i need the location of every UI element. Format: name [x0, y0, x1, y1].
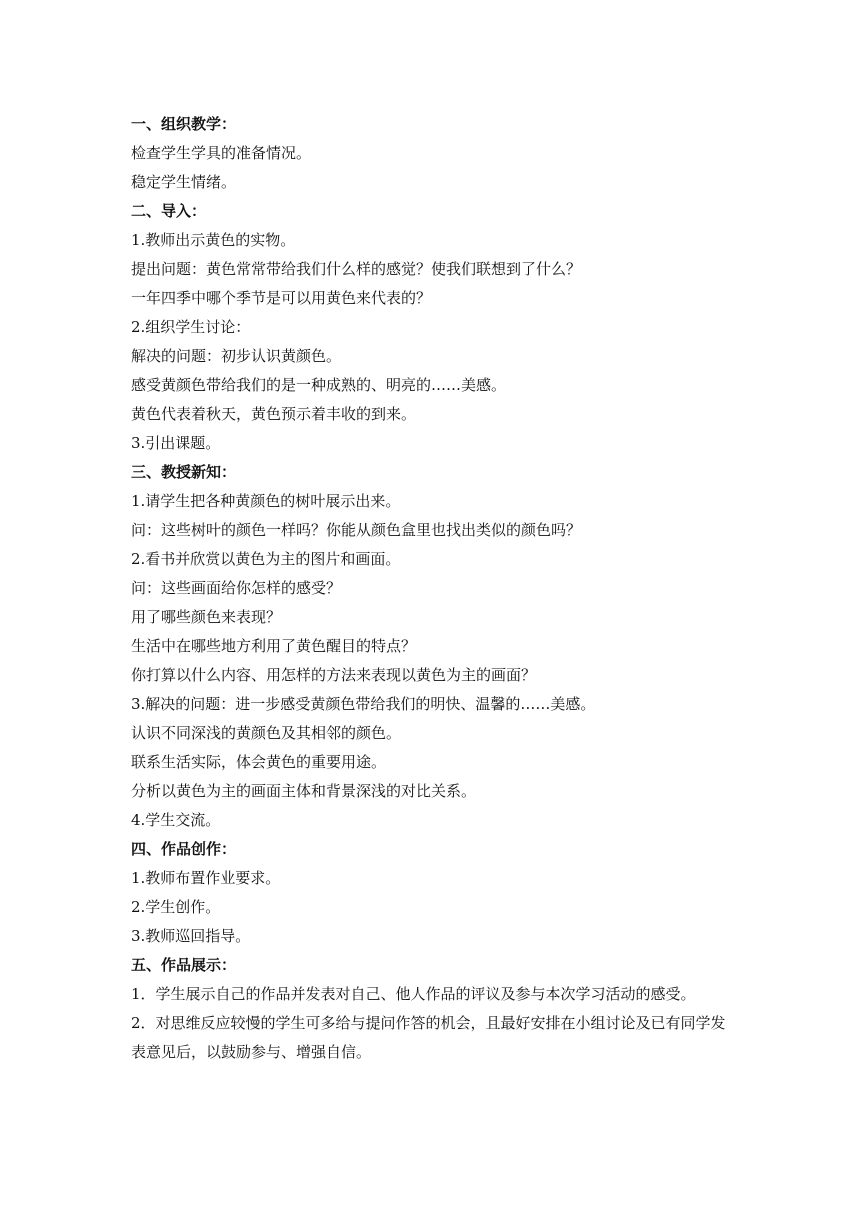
text-line: 黄色代表着秋天，黄色预示着丰收的到来。 — [131, 405, 417, 423]
text-line: 联系生活实际，体会黄色的重要用途。 — [131, 753, 387, 771]
section-heading-teach: 三、教授新知： — [131, 463, 237, 481]
text-line: 提出问题：黄色常常带给我们什么样的感觉？使我们联想到了什么？ — [131, 260, 582, 278]
text-line: 分析以黄色为主的画面主体和背景深浅的对比关系。 — [131, 782, 477, 800]
text-line: 1.请学生把各种黄颜色的树叶展示出来。 — [131, 492, 401, 510]
text-line: 你打算以什么内容、用怎样的方法来表现以黄色为主的画面？ — [131, 666, 537, 684]
text-paragraph: 2．对思维反应较慢的学生可多给与提问作答的机会，且最好安排在小组讨论及已有同学发表意见后，以鼓励参与、增强自信。 — [131, 1014, 726, 1061]
text-line: 认识不同深浅的黄颜色及其相邻的颜色。 — [131, 724, 402, 742]
section-heading-organize: 一、组织教学： — [131, 115, 237, 133]
text-line: 一年四季中哪个季节是可以用黄色来代表的？ — [131, 289, 432, 307]
text-line: 2.学生创作。 — [131, 898, 221, 916]
text-line: 稳定学生情绪。 — [131, 173, 237, 191]
text-line: 感受黄颜色带给我们的是一种成熟的、明亮的……美感。 — [131, 376, 507, 394]
section-heading-intro: 二、导入： — [131, 202, 207, 220]
section-heading-showcase: 五、作品展示： — [131, 956, 237, 974]
text-line: 2.看书并欣赏以黄色为主的图片和画面。 — [131, 550, 401, 568]
text-line: 问：这些树叶的颜色一样吗？你能从颜色盒里也找出类似的颜色吗？ — [131, 521, 582, 539]
text-line: 问：这些画面给你怎样的感受？ — [131, 579, 342, 597]
text-line: 2.组织学生讨论： — [131, 318, 251, 336]
text-line: 生活中在哪些地方利用了黄色醒目的特点？ — [131, 637, 417, 655]
text-paragraph: 1．学生展示自己的作品并发表对自己、他人作品的评议及参与本次学习活动的感受。 — [131, 985, 696, 1003]
text-line: 3.引出课题。 — [131, 434, 221, 452]
section-heading-create: 四、作品创作： — [131, 840, 237, 858]
text-line: 3.解决的问题：进一步感受黄颜色带给我们的明快、温馨的……美感。 — [131, 695, 596, 713]
text-line: 1.教师出示黄色的实物。 — [131, 231, 296, 249]
text-line: 1.教师布置作业要求。 — [131, 869, 281, 887]
text-line: 4.学生交流。 — [131, 811, 221, 829]
text-line: 用了哪些颜色来表现？ — [131, 608, 282, 626]
document-body — [131, 110, 731, 1067]
text-line: 解决的问题：初步认识黄颜色。 — [131, 347, 342, 365]
text-line: 检查学生学具的准备情况。 — [131, 144, 312, 162]
text-line: 3.教师巡回指导。 — [131, 927, 251, 945]
